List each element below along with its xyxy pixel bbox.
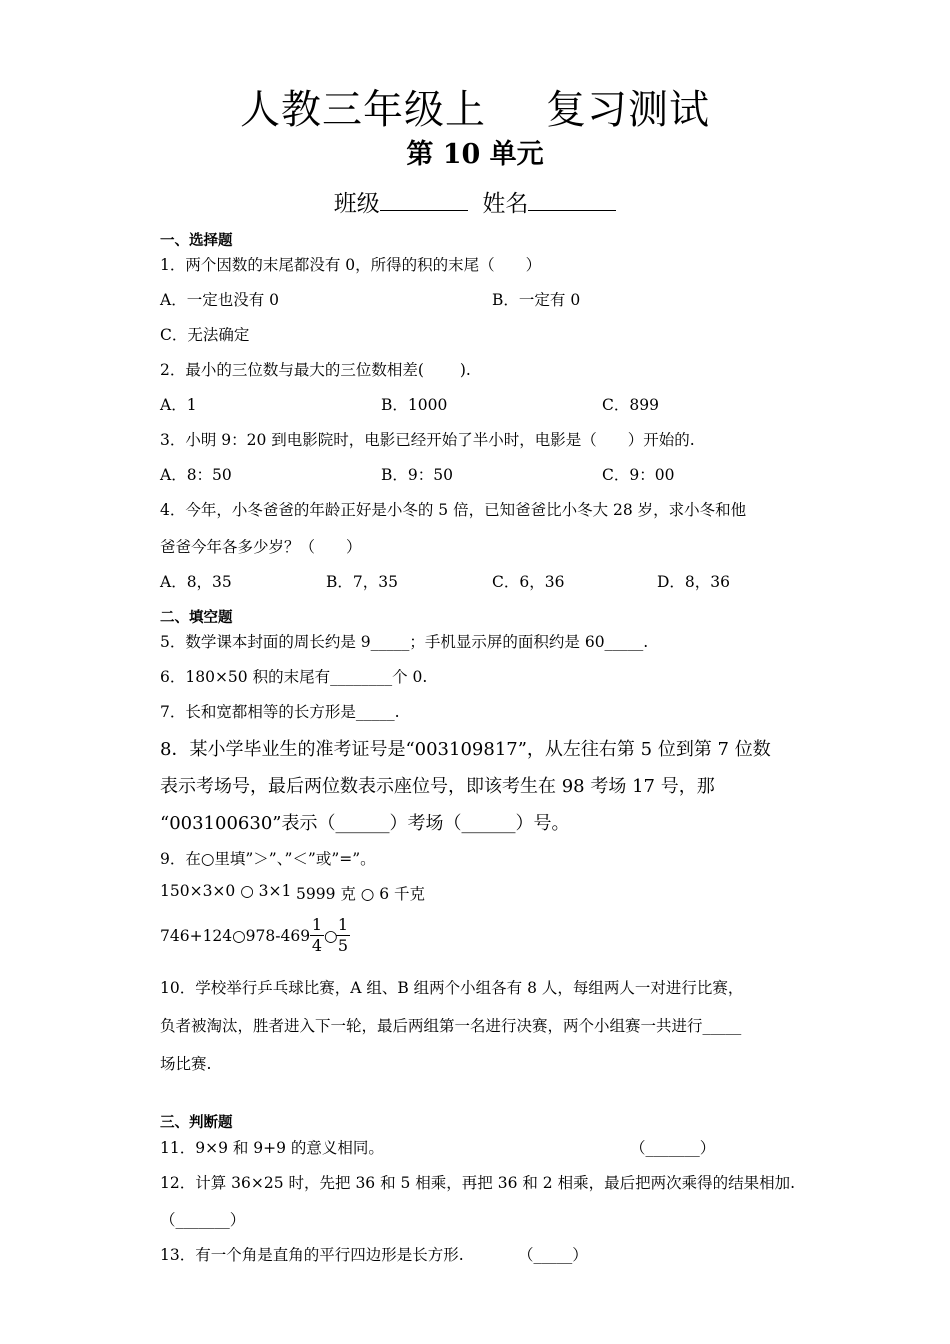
q3-stem: 3．小明 9：20 到电影院时，电影已经开始了半小时，电影是（ ）开始的. [160,431,695,449]
class-label: 班级 [333,191,380,217]
fraction-numerator: 1 [337,915,349,934]
q13-stem: 13．有一个角是直角的平行四边形是长方形. [160,1246,464,1264]
q4-option-a: A．8，35 [160,573,232,591]
q6: 6．180×50 积的末尾有________个 0. [160,668,428,686]
q9-row2-a: 746+124○978-469 [160,927,311,945]
q4-stem-line1: 4．今年，小冬爸爸的年龄正好是小冬的 5 倍，已知爸爸比小冬大 28 岁，求小冬和他 [160,501,747,519]
q4-option-c: C．6，36 [492,573,565,591]
q2-option-a: A．1 [160,396,197,414]
page-subtitle: 第 10 单元 [406,139,544,170]
q9-fraction-1-4 [310,915,324,956]
title-right: 复习测试 [546,87,710,133]
q10-line3: 场比赛. [160,1055,212,1073]
q9-row1-b: 5999 克 ○ 6 千克 [296,885,426,903]
q7: 7．长和宽都相等的长方形是_____. [160,703,400,721]
q11-stem: 11．9×9 和 9+9 的意义相同。 [160,1139,384,1157]
section-judge: 三、判断题 [160,1114,233,1131]
q12-answer-blank[interactable]: （_______） [160,1211,246,1229]
q2-stem: 2．最小的三位数与最大的三位数相差( ). [160,361,471,379]
name-label: 姓名 [482,191,529,217]
fraction-numerator: 1 [311,915,323,934]
q1-option-c: C．无法确定 [160,326,250,344]
name-blank[interactable] [528,188,616,211]
q4-option-d: D．8，36 [657,573,731,591]
q11-answer-blank[interactable]: （_______） [630,1139,716,1157]
section-choice: 一、选择题 [160,232,233,249]
q1-stem: 1．两个因数的末尾都没有 0，所得的积的末尾（ ） [160,256,542,274]
q12-stem: 12．计算 36×25 时，先把 36 和 5 相乘，再把 36 和 2 相乘，最后把两次乘得的结果相加. [160,1174,796,1192]
class-name-line [0,185,950,218]
q1-option-a: A．一定也没有 0 [160,291,279,309]
fraction-denominator: 4 [311,936,323,955]
q3-option-b: B．9：50 [381,466,453,484]
q4-option-b: B．7，35 [326,573,398,591]
q10-line2: 负者被淘汰，胜者进入下一轮，最后两组第一名进行决赛，两个小组赛一共进行_____ [160,1017,742,1035]
q10-line1: 10．学校举行乒乓球比赛，A 组、B 组两个小组各有 8 人，每组两人一对进行比赛， [160,979,744,997]
q13-answer-blank[interactable]: （_____） [518,1246,588,1264]
q8-line2: 表示考场号，最后两位数表示座位号，即该考生在 98 考场 17 号，那 [160,776,715,797]
fraction-denominator: 5 [337,936,349,955]
q9-compare-circle: ○ [324,927,338,945]
q8-line3: “003100630”表示（______）考场（______）号。 [160,813,570,834]
q9-row1-a: 150×3×0 ○ 3×1 [160,882,292,900]
q8-line1: 8．某小学毕业生的准考证号是“003109817”，从左往右第 5 位到第 7 位数 [160,739,771,760]
page-title [0,78,950,135]
q2-option-b: B．1000 [381,396,448,414]
q9-fraction-1-5 [336,915,350,956]
q9-stem: 9．在○里填”＞”、”＜”或”=”。 [160,850,376,868]
class-blank[interactable] [380,188,468,211]
q3-option-a: A．8：50 [160,466,232,484]
q3-option-c: C．9：00 [602,466,675,484]
q2-option-c: C．899 [602,396,659,414]
section-fill: 二、填空题 [160,609,233,626]
q5: 5．数学课本封面的周长约是 9_____；手机显示屏的面积约是 60_____. [160,633,649,651]
title-left: 人教三年级上 [240,87,486,133]
q4-stem-line2: 爸爸今年各多少岁？（ ） [160,538,362,556]
q1-option-b: B．一定有 0 [492,291,581,309]
